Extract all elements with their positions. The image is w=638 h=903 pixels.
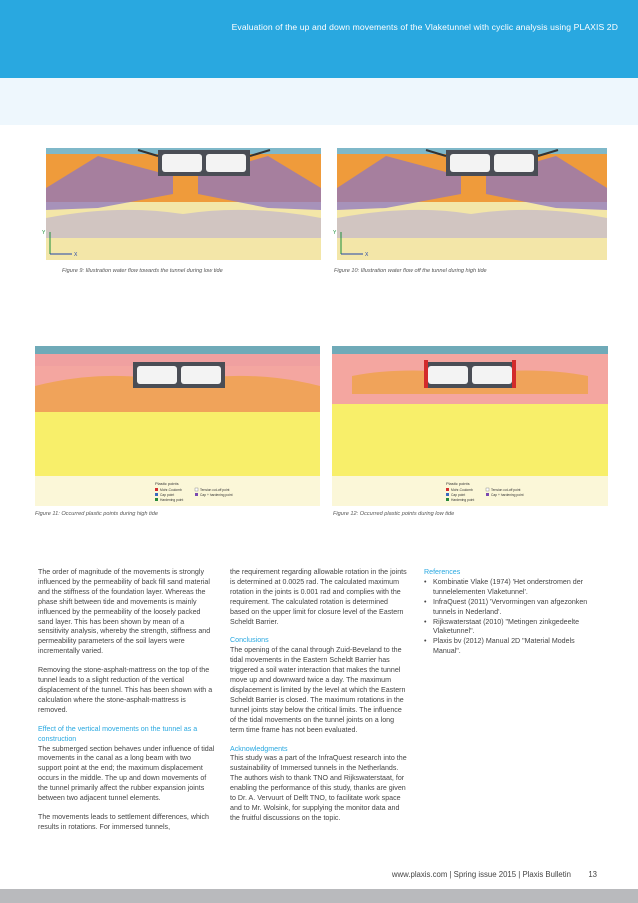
figure-11-image <box>35 346 320 506</box>
figure-11-legend-item: Cap + hardening point <box>200 493 233 497</box>
figure-10-caption: Figure 10: Illustration water flow off the tunnel during high tide <box>334 268 487 274</box>
section-heading-acknowledgments: Acknowledgments <box>230 744 288 753</box>
body-paragraph: Removing the stone-asphalt-mattress on the top of the tunnel leads to a slight reduction of the vertical displacement of the tunnel. This has been shown with a calculation where the stone-asphalt-mattress is removed. <box>38 666 213 714</box>
figure-10-y-axis-label: Y <box>333 230 337 236</box>
footer-text: www.plaxis.com | Spring issue 2015 | Plaxis Bulletin <box>391 870 571 879</box>
figure-11-legend-item: Cap point <box>160 493 175 497</box>
figure-12-legend-item: Cap point <box>451 493 466 497</box>
body-paragraph: The submerged section behaves under influence of tidal movements in the canal as a long beam with two support point at the end; the maximum displacement occurs in the middle. The up and down movements of the tunnel primarily affect the rubber expansion joints between two adjacent tunnel elements. <box>38 744 215 803</box>
figure-11-legend-item: Mohr-Coulomb <box>160 488 182 492</box>
body-paragraph: This study was a part of the InfraQuest research into the sustainability of Immersed tunnels in the Netherlands. The authors wish to thank TNO and Rijkswaterstaat, for enabling the performance of this study, thanks are given to Dr. A. Vervuurt of Delft TNO, to facilitate work space and to Mr. Wolsink, for supplying the monitor data and the fruitful discussions on the topic. <box>230 754 407 822</box>
header-band <box>0 78 638 125</box>
figure-12-legend-item: Hardening point <box>451 498 475 502</box>
reference-item: • Rijkswaterstaat (2010) "Metingen zinkgedeelte Vlaketunnel". <box>424 618 602 638</box>
reference-item: • Plaxis bv (2012) Manual 2D "Material Models Manual". <box>424 637 602 657</box>
figure-12-legend-item: Cap + hardening point <box>491 493 524 497</box>
figure-9-y-axis-label: Y <box>42 230 46 236</box>
page-number: 13 <box>588 870 597 879</box>
section-heading-conclusions: Conclusions <box>230 636 269 645</box>
body-paragraph: The opening of the canal through Zuid-Beveland to the tidal movements in the Eastern Scheldt Barrier has triggered a soil water interaction that makes the tunnel move up and downward twice a day. The maximum displacement is limited by the level at which the Eastern Scheldt Barrier is closed. The maximum rotations in the tunnel joints stay below the critical limits. The influence of the tidal movements on the tunnel joints on a long term time frame has not been evaluated. <box>230 646 406 734</box>
figure-11-legend-item: Tension cut-off point <box>200 488 230 492</box>
figure-10-x-axis-label: X <box>365 252 369 258</box>
section-heading: Effect of the vertical movements on the tunnel as a construction <box>38 724 198 743</box>
figure-10-image <box>331 148 607 260</box>
figure-9-image <box>38 148 321 260</box>
header-bar <box>0 0 638 78</box>
figure-12-legend-title: Plastic points <box>446 481 470 486</box>
figure-11-legend-item: Hardening point <box>160 498 184 502</box>
body-paragraph: The movements leads to settlement differences, which results in rotations. For immersed tunnels, <box>38 812 209 831</box>
body-paragraph: The order of magnitude of the movements is strongly influenced by the permeability of back fill sand material and the stiffness of the foundation layer. Whereas the phase shift between tide and movements is mainly influenced by the permeability of the loosely packed sand layer. This has been shown by mean of a sensitivity analysis, whereby the strength, stiffness and permeability parameters of the soil layers were incrementally varied. <box>38 568 211 656</box>
text-column-2 <box>230 568 408 833</box>
section-heading-references: References <box>424 568 461 576</box>
text-column-3 <box>424 568 602 657</box>
figure-11-legend-title: Plastic points <box>155 481 179 486</box>
figure-9-x-axis-label: X <box>74 252 78 258</box>
text-column-1 <box>38 568 216 842</box>
figure-12-legend-item: Tension cut-off point <box>491 488 521 492</box>
figure-9-caption: Figure 9: Illustration water flow towards the tunnel during low tide <box>62 268 223 274</box>
header-title: Evaluation of the up and down movements of the Vlaketunnel with cyclic analysis using PLAXIS 2D <box>231 22 618 32</box>
figure-12-legend-item: Mohr-Coulomb <box>451 488 473 492</box>
reference-list <box>424 578 602 657</box>
body-paragraph: the requirement regarding allowable rotation in the joints is determined at 0.0025 rad. The calculated maximum rotation in the joints is 0.001 rad and complies with the requirement. The calculated rotation is determined based on the upper limit for closure level of the Eastern Scheldt Barrier. <box>230 568 407 626</box>
figure-12-caption: Figure 12: Occurred plastic points during low tide <box>333 511 455 517</box>
footer-bar <box>0 889 638 903</box>
figure-11-caption: Figure 11: Occurred plastic points during high tide <box>35 511 159 517</box>
reference-item: • Kombinatie Vlake (1974) 'Het onderstromen der tunnelelementen Vlaketunnel'. <box>424 578 602 598</box>
figure-12-image <box>332 346 608 506</box>
reference-item: • InfraQuest (2011) 'Vervormingen van afgezonken tunnels in Nederland'. <box>424 598 602 618</box>
